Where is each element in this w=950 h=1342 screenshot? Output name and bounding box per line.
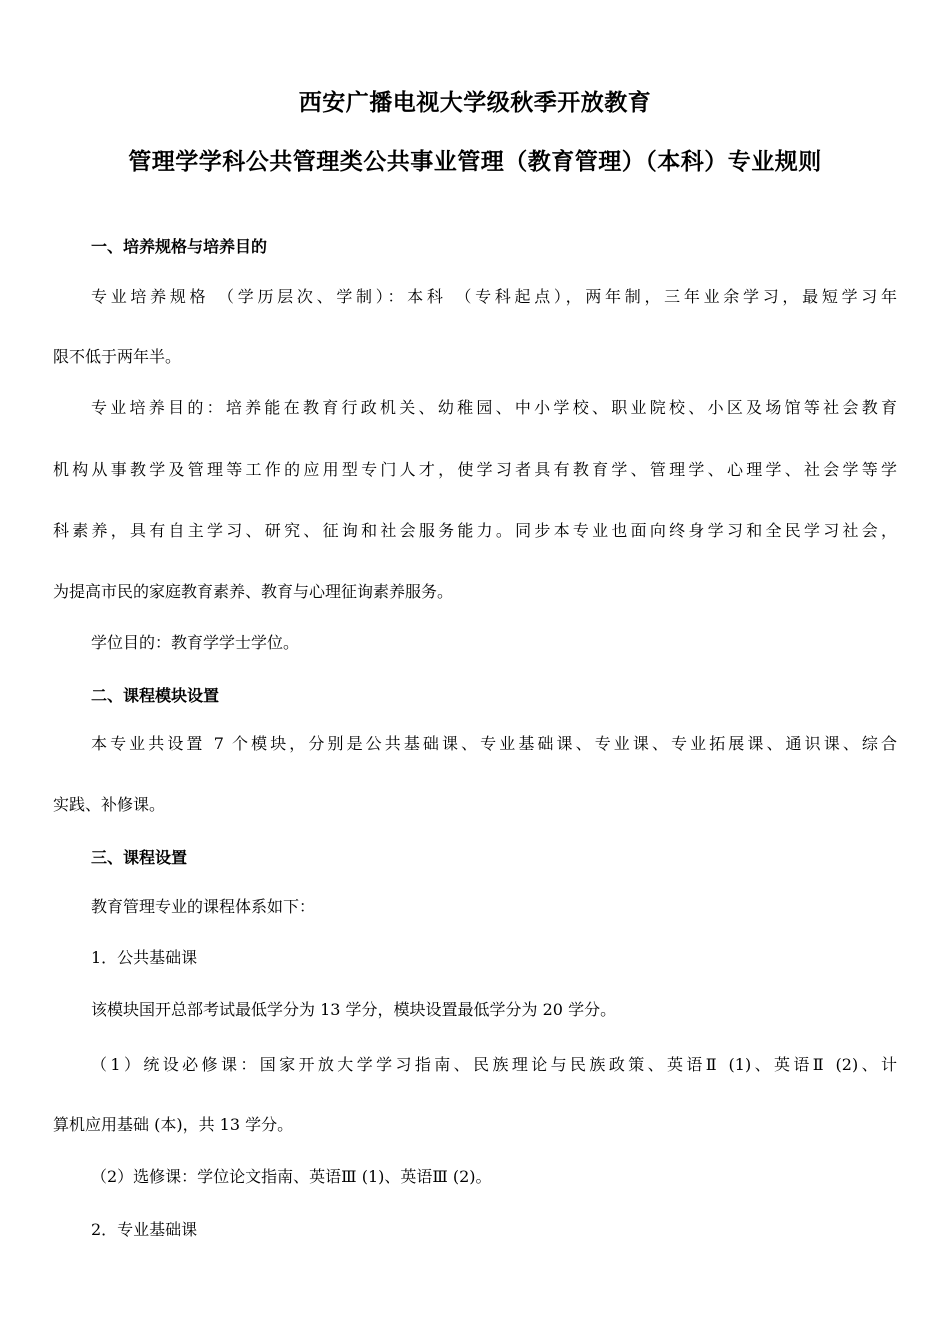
section3-intro: 教育管理专业的课程体系如下： [91,897,316,916]
section1-p2-line2: 机构从事教学及管理等工作的应用型专门人才，使学习者具有教育学、管理学、心理学、社会学等学 [53,460,897,479]
section1-p3: 学位目的：教育学学士学位。 [91,633,300,652]
document-title-line1: 西安广播电视大学级秋季开放教育 [298,90,652,116]
section1-p1-line2: 限不低于两年半。 [53,347,182,366]
document-title-line2: 管理学学科公共管理类公共事业管理（教育管理）（本科）专业规则 [128,149,822,175]
section3-item1-title: 1．公共基础课 [91,948,198,967]
section2-p1-line2: 实践、补修课。 [53,795,166,814]
section1-p2-line3: 科素养，具有自主学习、研究、征询和社会服务能力。同步本专业也面向终身学习和全民学习社会， [53,521,897,540]
section3-item1-sub1-line2: 算机应用基础 (本)，共 13 学分。 [53,1115,294,1134]
section3-item2-title: 2．专业基础课 [91,1220,198,1239]
section1-heading: 一、培养规格与培养目的 [91,237,268,256]
section3-heading: 三、课程设置 [91,848,188,867]
section2-heading: 二、课程模块设置 [91,686,220,705]
section1-p1-line1: 专业培养规格 （学历层次、学制）：本科 （专科起点），两年制，三年业余学习，最短学习年 [91,287,897,306]
section3-item1-sub1-line1: （1）统设必修课：国家开放大学学习指南、民族理论与民族政策、英语Ⅱ (1)、英语Ⅱ (2)、计 [91,1055,897,1074]
section2-p1-line1: 本专业共设置 7 个模块，分别是公共基础课、专业基础课、专业课、专业拓展课、通识课、综合 [91,734,897,753]
section3-item1-sub2: （2）选修课：学位论文指南、英语Ⅲ (1)、英语Ⅲ (2)。 [91,1167,492,1186]
section3-item1-desc: 该模块国开总部考试最低学分为 13 学分，模块设置最低学分为 20 学分。 [91,1000,617,1019]
section1-p2-line4: 为提高市民的家庭教育素养、教育与心理征询素养服务。 [53,582,454,601]
section1-p2-line1: 专业培养目的：培养能在教育行政机关、幼稚园、中小学校、职业院校、小区及场馆等社会教育 [91,398,897,417]
